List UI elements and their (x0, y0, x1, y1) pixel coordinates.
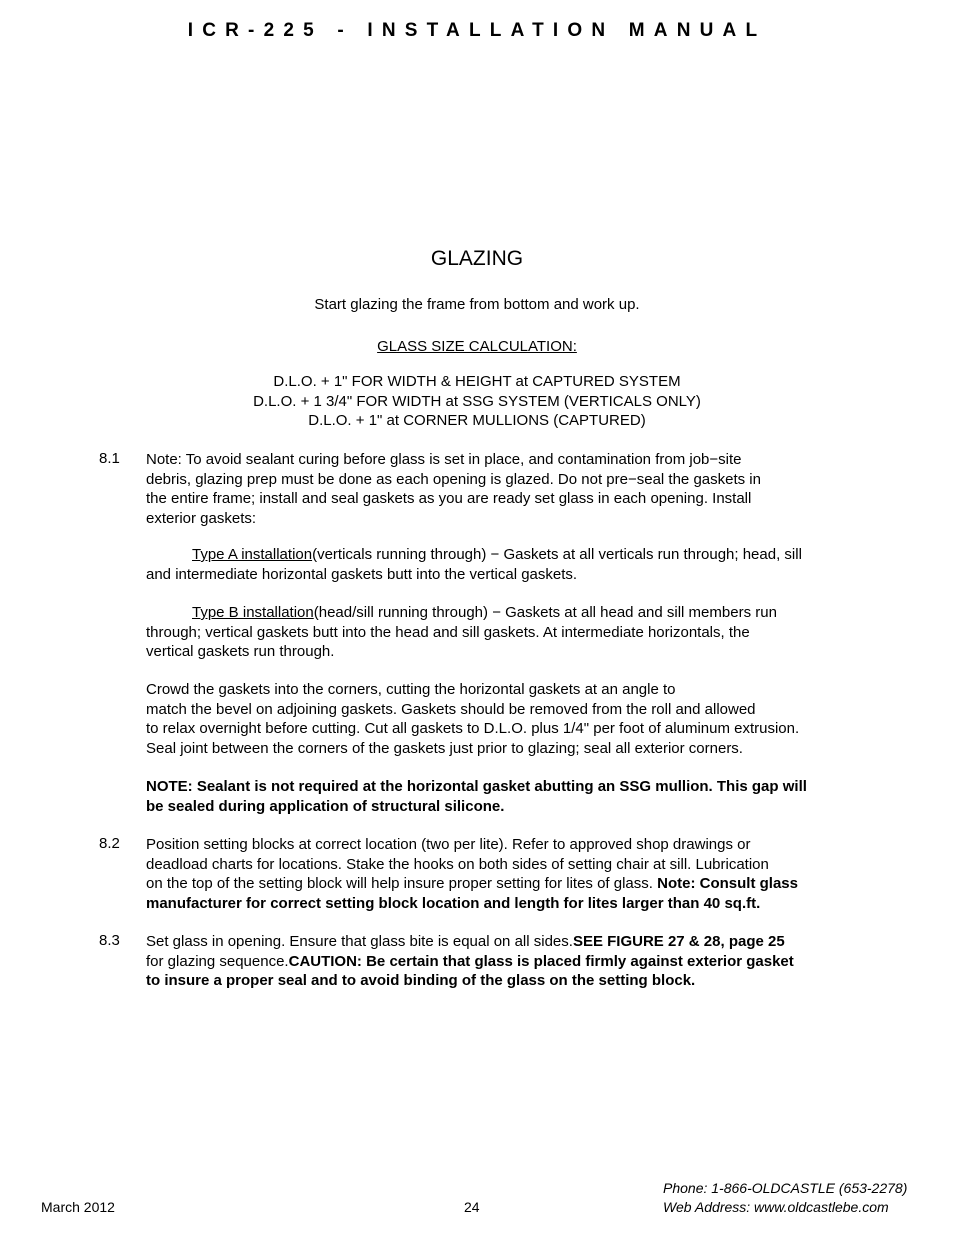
calc-heading-text: GLASS SIZE CALCULATION: (377, 338, 577, 355)
type-a-label: Type A installation (192, 546, 313, 563)
paragraph-line: NOTE: Sealant is not required at the horizontal gasket abutting an SSG mullion. This gap will (146, 778, 807, 795)
paragraph-line: Set glass in opening. Ensure that glass bite is equal on all sides. (146, 933, 573, 950)
footer-contact (663, 1179, 907, 1216)
calc-line: D.L.O. + 1" FOR WIDTH & HEIGHT at CAPTURED SYSTEM (273, 373, 681, 390)
paragraph-line: and intermediate horizontal gaskets butt into the vertical gaskets. (146, 565, 578, 583)
section-number-8-3: 8.3 (99, 932, 120, 949)
paragraph-line: to relax overnight before cutting. Cut all gaskets to D.L.O. plus 1/4" per foot of aluminum extrusion. (146, 720, 800, 738)
type-b-paragraph (146, 603, 777, 662)
sealant-note (146, 777, 807, 816)
paragraph-line: through; vertical gaskets butt into the head and sill gaskets. At intermediate horizontals, the (146, 623, 750, 641)
section-number-8-1: 8.1 (99, 450, 120, 467)
calc-line: D.L.O. + 1" at CORNER MULLIONS (CAPTURED) (308, 412, 646, 430)
section-8-1-note (146, 450, 761, 528)
calc-heading (0, 338, 954, 355)
type-a-text: (verticals running through) − Gaskets at all verticals run through; head, sill (312, 546, 802, 563)
paragraph-line: debris, glazing prep must be done as each opening is glazed. Do not pre−seal the gaskets in (146, 470, 761, 488)
paragraph-line: on the top of the setting block will help insure proper setting for lites of glass. (146, 875, 653, 893)
type-a-paragraph (146, 545, 802, 584)
consult-note: Note: Consult glass (652, 875, 798, 893)
page-number: 24 (464, 1199, 480, 1215)
section-number-8-2: 8.2 (99, 835, 120, 852)
page-header: ICR-225 - INSTALLATION MANUAL (187, 20, 767, 41)
footer-web: Web Address: www.oldcastlebe.com (663, 1198, 889, 1215)
section-8-3-text (146, 932, 794, 991)
paragraph-line: exterior gaskets: (146, 509, 257, 527)
paragraph-line: Seal joint between the corners of the gaskets just prior to glazing; seal all exterior corners. (146, 739, 743, 757)
paragraph-line: Note: To avoid sealant curing before glass is set in place, and contamination from job−site (146, 451, 742, 468)
footer-phone: Phone: 1-866-OLDCASTLE (653-2278) (663, 1180, 908, 1196)
paragraph-line: Position setting blocks at correct location (two per lite). Refer to approved shop drawings or (146, 836, 751, 853)
paragraph-line: match the bevel on adjoining gaskets. Gaskets should be removed from the roll and allowed (146, 700, 756, 718)
intro-text: Start glazing the frame from bottom and work up. (314, 296, 640, 313)
crowd-paragraph (146, 680, 799, 758)
section-8-2-text (146, 835, 798, 913)
type-b-label: Type B installation (192, 604, 314, 621)
paragraph-line: for glazing sequence. (146, 952, 289, 970)
section-title: GLAZING (430, 247, 524, 270)
paragraph-line: be sealed during application of structural silicone. (146, 797, 505, 815)
type-b-text: (head/sill running through) − Gaskets at all head and sill members run (313, 604, 777, 621)
caution-note: CAUTION: Be certain that glass is placed firmly against exterior gasket (288, 952, 794, 970)
paragraph-line: Crowd the gaskets into the corners, cutting the horizontal gaskets at an angle to (146, 681, 676, 698)
paragraph-line: vertical gaskets run through. (146, 643, 335, 661)
paragraph-line: deadload charts for locations. Stake the hooks on both sides of setting chair at sill. Lubrication (146, 855, 769, 873)
paragraph-line: the entire frame; install and seal gaskets as you are ready set glass in each opening. Install (146, 490, 752, 508)
calc-line: D.L.O. + 1 3/4" FOR WIDTH at SSG SYSTEM (VERTICALS ONLY) (253, 392, 701, 410)
footer-date: March 2012 (41, 1199, 115, 1215)
calc-lines (0, 372, 954, 431)
caution-note-line: to insure a proper seal and to avoid binding of the glass on the setting block. (146, 972, 696, 990)
figure-reference: SEE FIGURE 27 & 28, page 25 (572, 933, 785, 950)
consult-note-line: manufacturer for correct setting block location and length for lites larger than 40 sq.ft. (146, 894, 761, 912)
